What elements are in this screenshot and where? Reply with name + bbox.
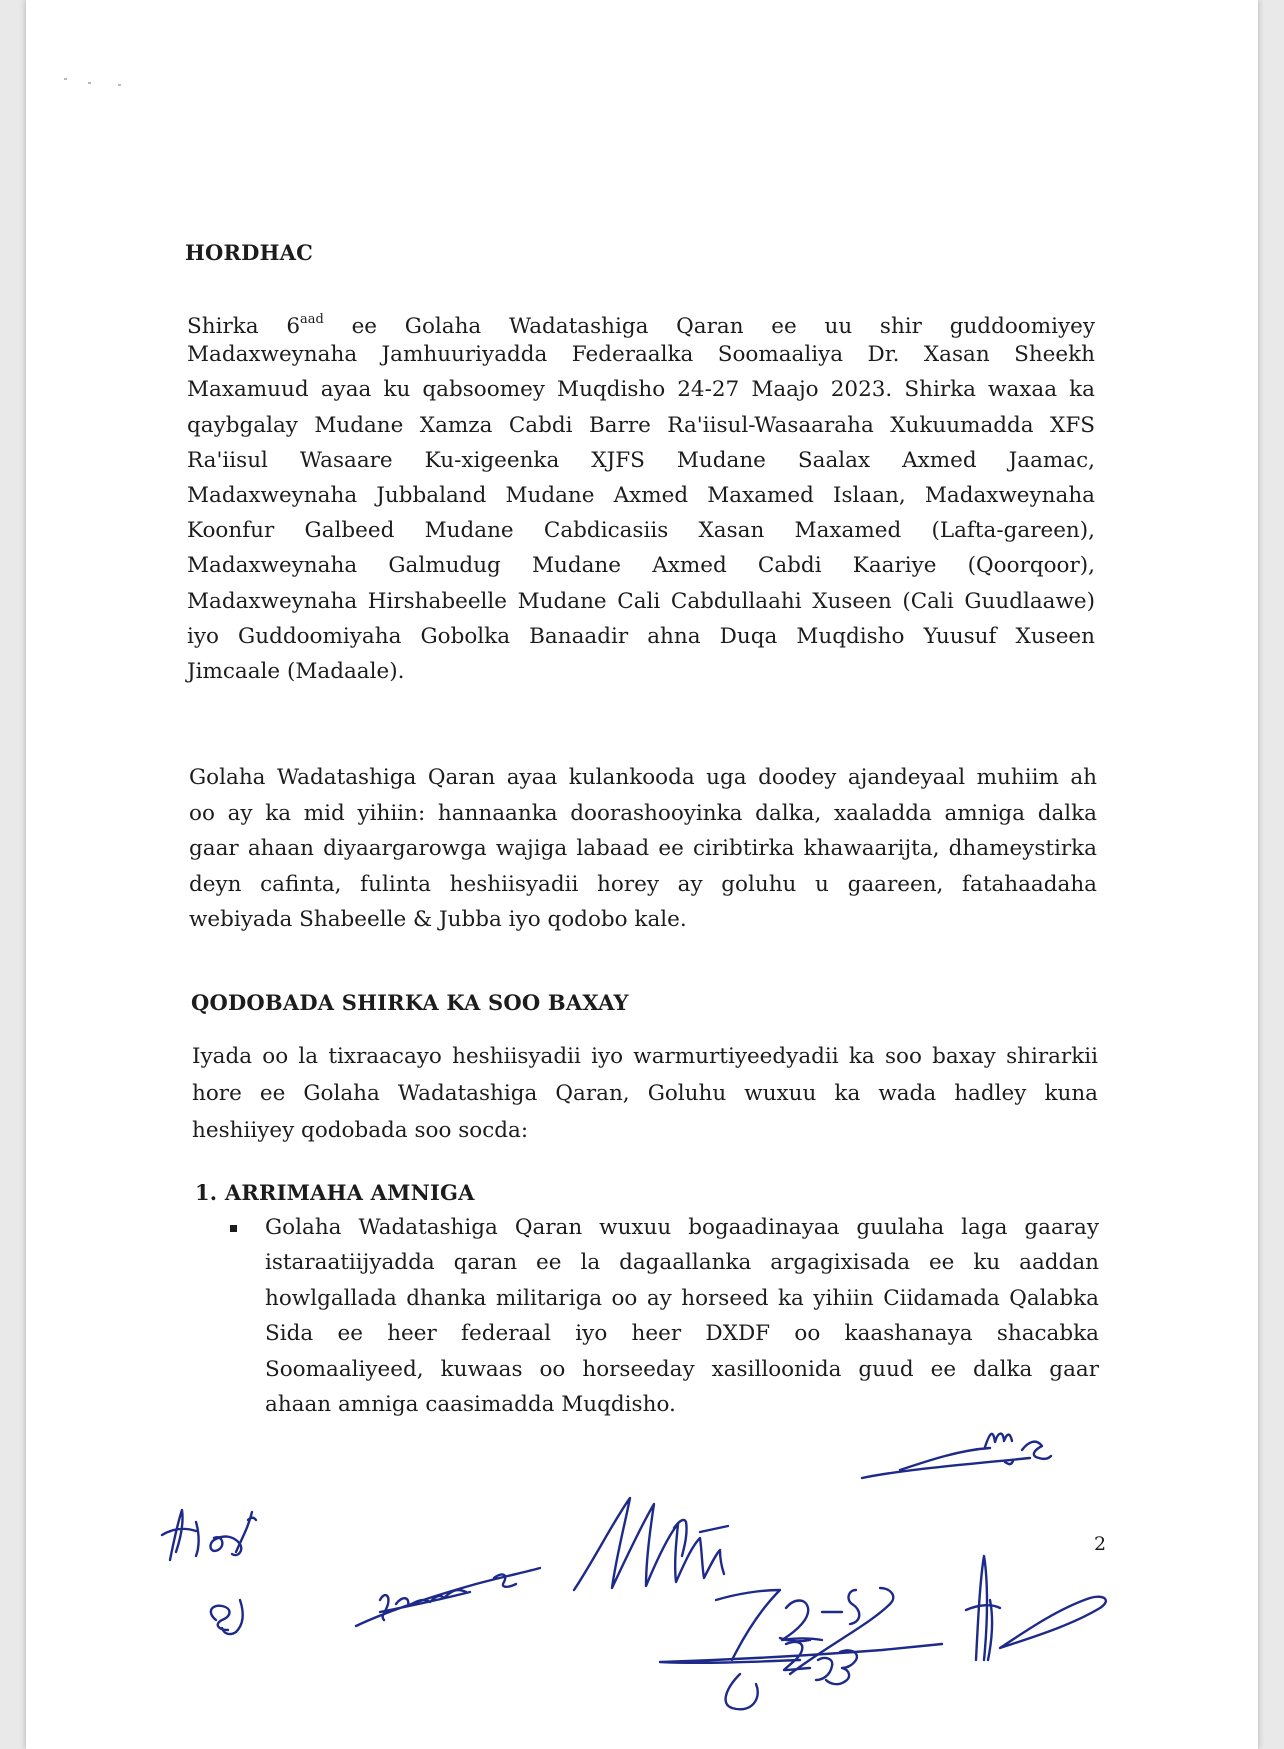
agenda-lines-line: gaar ahaan diyaargarowga wajiga labaad ee ciribtirka khawaarijta, dhameystirka bbox=[189, 836, 1097, 861]
intro-lines-line: Koonfur Galbeed Mudane Cabdicasiis Xasan Maxamed (Lafta-gareen), bbox=[187, 518, 1095, 544]
intro-lines-line: Maxamuud ayaa ku qabsoomey Muqdisho 24-27 Maajo 2023. Shirka waxaa ka bbox=[187, 377, 1095, 403]
heading-outcomes: QODOBADA SHIRKA KA SOO BAXAY bbox=[191, 990, 629, 1015]
intro-lines-line: Madaxweynaha Hirshabeelle Mudane Cali Cabdullaahi Xuseen (Cali Guudlaawe) bbox=[187, 588, 1095, 614]
outcome-lines-line: heshiiyey qodobada soo socda: bbox=[192, 1118, 529, 1143]
outcome-lines-line: Iyada oo la tixraacayo heshiisyadii iyo warmurtiyeedyadii ka soo baxay shirarkii bbox=[192, 1044, 1098, 1069]
bullet-1-lines-line: ahaan amniga caasimadda Muqdisho. bbox=[265, 1392, 676, 1417]
heading-intro: HORDHAC bbox=[185, 240, 314, 265]
bullet-1-lines-line: Golaha Wadatashiga Qaran wuxuu bogaadinayaa guulaha laga gaaray bbox=[265, 1215, 1099, 1240]
intro-lines-line: Madaxweynaha Jamhuuriyadda Federaalka Soomaaliya Dr. Xasan Sheekh bbox=[187, 342, 1095, 368]
signature-1 bbox=[162, 1510, 256, 1634]
page-number: 2 bbox=[1094, 1533, 1107, 1555]
outcome-lines-line: hore ee Golaha Wadatashiga Qaran, Goluhu wuxuu ka wada hadley kuna bbox=[192, 1081, 1098, 1106]
signature-date bbox=[660, 1588, 942, 1709]
bullet-1-lines-line: istaraatiijyadda qaran ee la dagaallanka argagixisada ee ku aaddan bbox=[265, 1250, 1099, 1276]
signature-top-right bbox=[862, 1434, 1051, 1478]
agenda-lines-line: deyn cafinta, fulinta heshiisyadii horey ay goluhu u gaareen, fatahaadaha bbox=[189, 871, 1097, 897]
intro-lines-line: Jimcaale (Madaale). bbox=[187, 659, 405, 684]
intro-lines-line: Madaxweynaha Jubbaland Mudane Axmed Maxamed Islaan, Madaxweynaha bbox=[187, 483, 1095, 508]
intro-lines-line: Shirka $6^{aad}$ ee Golaha Wadatashiga Qaran ee uu shir guddoomiyey bbox=[187, 312, 1095, 339]
bullet-1-lines-line: Sida ee heer federaal iyo heer DXDF oo kaashanaya shacabka bbox=[265, 1321, 1099, 1347]
intro-lines-line: qaybgalay Mudane Xamza Cabdi Barre Ra'iisul-Wasaaraha Xukuumadda XFS bbox=[187, 412, 1095, 438]
intro-lines-line: Madaxweynaha Galmudug Mudane Axmed Cabdi Kaariye (Qoorqoor), bbox=[187, 553, 1095, 579]
section-1-heading: 1. ARRIMAHA AMNIGA bbox=[195, 1180, 475, 1205]
agenda-lines-line: oo ay ka mid yihiin: hannaanka doorashooyinka dalka, xaaladda amniga dalka bbox=[189, 800, 1097, 826]
bullet-1-lines-line: howlgallada dhanka militariga oo ay horseed ka yihiin Ciidamada Qalabka bbox=[265, 1285, 1099, 1311]
signature-2 bbox=[356, 1568, 540, 1626]
intro-lines-line: Ra'iisul Wasaare Ku-xigeenka XJFS Mudane Saalax Axmed Jaamac, bbox=[187, 447, 1095, 473]
bullet-1-lines-line: Soomaaliyeed, kuwaas oo horseeday xasilloonida guud ee dalka gaar bbox=[265, 1356, 1099, 1382]
signature-right bbox=[966, 1556, 1106, 1660]
intro-lines-line: iyo Guddoomiyaha Gobolka Banaadir ahna Duqa Muqdisho Yuusuf Xuseen bbox=[187, 623, 1095, 649]
agenda-lines-line: webiyada Shabeelle & Jubba iyo qodobo kale. bbox=[189, 907, 687, 932]
signature-3 bbox=[574, 1498, 728, 1590]
agenda-lines-line: Golaha Wadatashiga Qaran ayaa kulankooda uga doodey ajandeyaal muhiim ah bbox=[189, 765, 1097, 790]
